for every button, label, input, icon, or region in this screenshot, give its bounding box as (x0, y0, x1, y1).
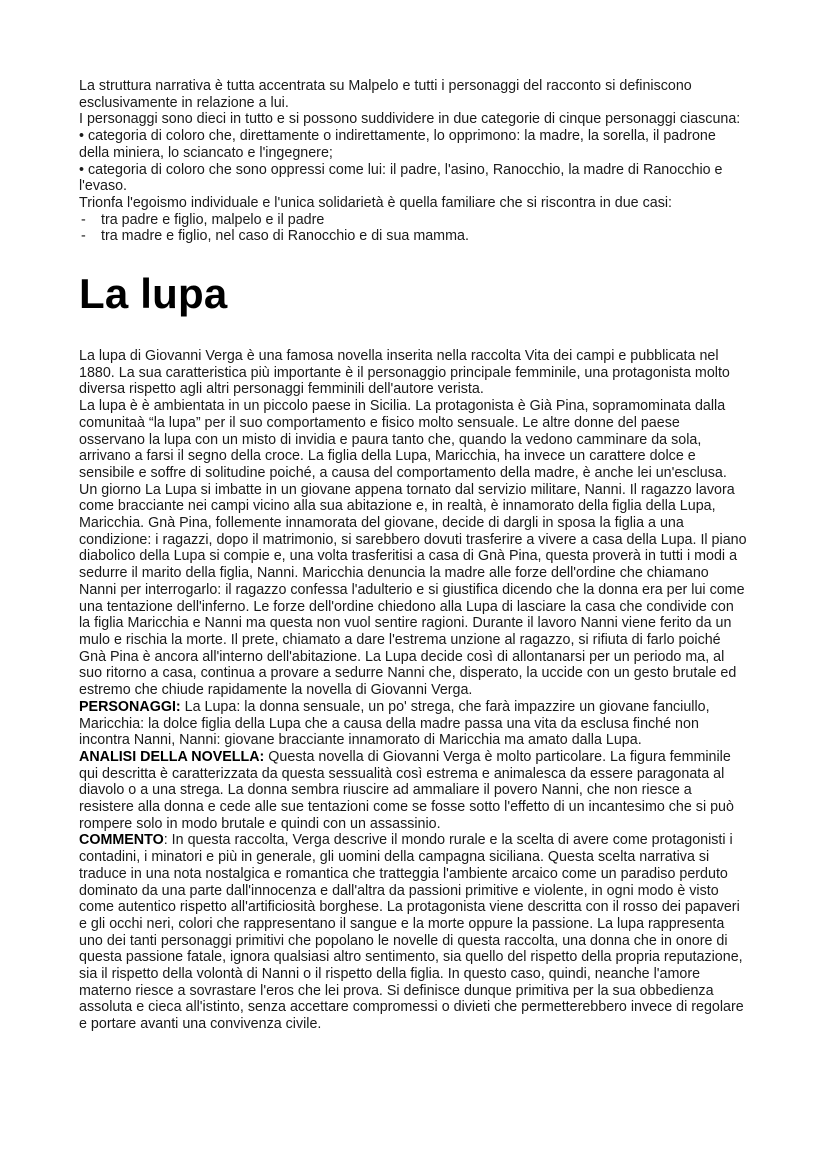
dash-item-text: tra madre e figlio, nel caso di Ranocchio e di sua mamma. (101, 228, 469, 245)
analisi-text: Questa novella di Giovanni Verga è molto particolare. La figura femminile qui descritta è caratterizzata da questa sessualità così estrema e animalesca da essere paragonata al diavolo o a una strega. La donna sembra riuscire ad ammaliare il povero Nanni, che non riesce a resistere alla donna e cede alle sue tentazioni come se fosse sotto l'effetto di un incantesimo che si può rompere solo in modo brutale e quindi con un assassinio. (79, 748, 734, 832)
dash-marker: - (81, 228, 86, 245)
analisi-label: ANALISI DELLA NOVELLA: (79, 748, 265, 765)
intro-bullet-oppressed: • categoria di coloro che sono oppressi come lui: il padre, l'asino, Ranocchio, la madre di Ranocchio e l'evaso. (79, 161, 723, 195)
commento-text: : In questa raccolta, Verga descrive il mondo rurale e la scelta di avere come protagonisti i contadini, i minatori e più in generale, gli uomini della campagna siciliana. Questa scelta narrativa si traduce in una nota nostalgica e romantica che tratteggia l'ambiente arcaico come un paradiso perduto dominato da una parte dall'innocenza e dall'altra da passioni primitive e violente, in ogni modo è visto come autentico rispetto all'artificiosità borghese. La protagonista viene descritta con il rosso dei papaveri e gli occhi neri, colori che rappresentano il sangue e la morte oppure la passione. La lupa rappresenta uno dei tanti personaggi primitivi che popolano le novelle di questa raccolta, una donna che in onore di questa passione fatale, ignora qualsiasi altro sentimento, sia quello del rispetto della propria reputazione, sia il rispetto della volontà di Nanni o il rispetto della figlia. In questo caso, quindi, neanche l'amore materno riesce a sovrastare l'eros che lei prova. Si definisce dunque primitiva per la sua obbedienza assoluta e cieca all'istinto, senza accettare compromessi o divieti che permetterebbero invece di regolare e portare avanti una convivenza civile. (79, 832, 744, 1033)
commento-label: COMMENTO (79, 832, 164, 849)
personaggi-label: PERSONAGGI: (79, 698, 181, 715)
intro-paragraph-characters: I personaggi sono dieci in tutto e si possono suddividere in due categorie di cinque personaggi ciascuna: (79, 111, 741, 128)
analisi-paragraph (79, 749, 747, 833)
document-page (79, 78, 747, 1033)
dash-marker: - (81, 211, 86, 228)
dash-item-text: tra padre e figlio, malpelo e il padre (101, 211, 325, 228)
intro-bullet-oppressors: • categoria di coloro che, direttamente o indirettamente, lo opprimono: la madre, la sorella, il padrone della miniera, lo sciancato e l'ingegnere; (79, 128, 716, 161)
intro-paragraph-structure: La struttura narrativa è tutta accentrata su Malpelo e tutti i personaggi del racconto si definiscono esclusivamente in relazione a lui. (79, 78, 692, 111)
commento-paragraph (79, 832, 747, 1032)
personaggi-text: La Lupa: la donna sensuale, un po' strega, che farà impazzire un giovane fanciullo, Maricchia: la dolce figlia della Lupa che a causa della madre passa una vita da esclusa finché non incontra Nanni, Nanni: giovane bracciante innamorato di Maricchia ma amato dalla Lupa. (79, 698, 710, 749)
intro-paragraph-egoism: Trionfa l'egoismo individuale e l'unica solidarietà è quella familiare che si riscontra in due casi: (79, 194, 672, 211)
section-title: La lupa (79, 270, 228, 318)
dash-list-item (79, 212, 747, 229)
lupa-paragraph-plot: La lupa è è ambientata in un piccolo paese in Sicilia. La protagonista è Già Pina, sopramominata dalla comunitaà “la lupa” per il suo comportamento e fisico molto sensuale. Le altre donne del paese osservano la lupa con un misto di invidia e paura tanto che, quando la vedono camminare da sola, arrivano a farsi il segno della croce. La figlia della Lupa, Maricchia, ha invece un carattere dolce e sensibile e soffre di solitudine poiché, a causa del comportamento della madre, è anche lei un'esclusa. Un giorno La Lupa si imbatte in un giovane appena tornato dal servizio militare, Nanni. Il ragazzo lavora come bracciante nei campi vicino alla sua abitazione e, in realtà, è innamorato della figlia della Lupa, Maricchia. Gnà Pina, follemente innamorata del giovane, decide di dargli in sposa la figlia a una condizione: i ragazzi, dopo il matrimonio, si sarebbero dovuti trasferire a vivere a casa della Lupa. Il piano diabolico della Lupa si compie e, una volta trasferitisi a casa di Gnà Pina, questa proverà in tutti i modi a sedurre il marito della figlia, Nanni. Maricchia denuncia la madre alle forze dell'ordine che chiamano Nanni per interrogarlo: il ragazzo confessa l'adulterio e si giustifica dicendo che la donna era per lui come una tentazione dell'inferno. Le forze dell'ordine chiedono alla Lupa di lasciare la casa che condivide con la figlia Maricchia e Nanni ma questa non vuol sentire ragioni. Durante il lavoro Nanni viene ferito da un mulo e rischia la morte. Il prete, chiamato a dare l'estrema unzione al ragazzo, si rifiuta di farlo poiché Gnà Pina è ancora all'interno dell'abitazione. La Lupa decide così di allontanarsi per un periodo ma, al suo ritorno a casa, continua a provare a sedurre Nanni che, disperato, la uccide con un gesto brutale ed estremo che chiude rapidamente la novella di Giovanni Verga. (79, 398, 747, 699)
lupa-paragraph-intro: La lupa di Giovanni Verga è una famosa novella inserita nella raccolta Vita dei campi e pubblicata nel 1880. La sua caratteristica più importante è il personaggio principale femminile, una protagonista molto diversa rispetto agli altri personaggi femminili dell'autore verista. (79, 348, 730, 398)
personaggi-paragraph (79, 699, 747, 749)
dash-list-item (79, 228, 747, 245)
